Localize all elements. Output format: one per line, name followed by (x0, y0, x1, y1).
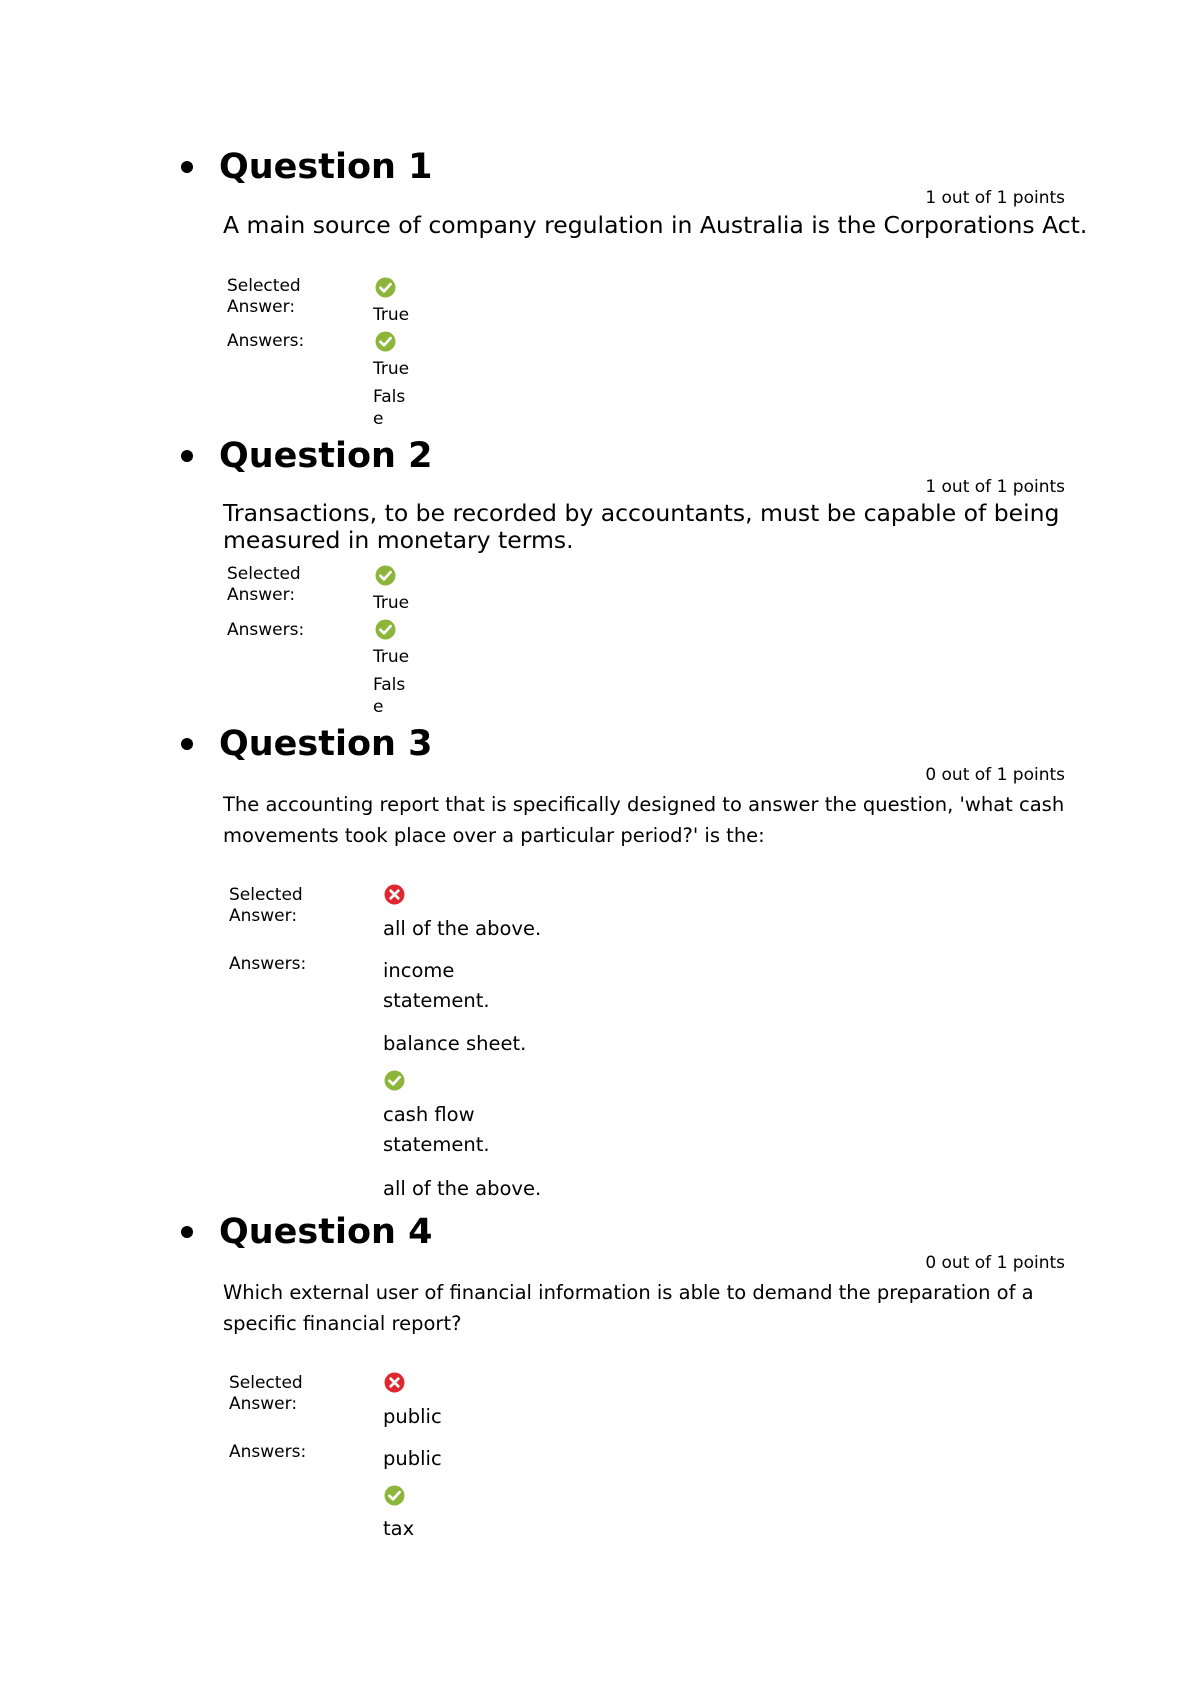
check-circle-icon (384, 1485, 405, 1506)
selected-label-line-2: Answer: (227, 585, 296, 605)
question-2-answer-option: True (373, 647, 410, 667)
question-2-answer-option: Fals (373, 675, 406, 695)
question-1-selected-label (227, 276, 337, 318)
question-4-selected-answer: public (383, 1405, 442, 1428)
question-2-answer-option: e (373, 697, 384, 717)
x-circle-icon (384, 884, 405, 905)
selected-label-line-1: Selected (227, 564, 301, 584)
bullet-icon (181, 161, 193, 173)
question-3-answer-option: income (383, 959, 455, 982)
question-2-answers-label: Answers: (227, 620, 305, 640)
question-1-answer-option: Fals (373, 387, 406, 407)
selected-label-line-2: Answer: (229, 906, 298, 926)
question-4-text: Which external user of financial information is able to demand the preparation of a specific financial report? (223, 1281, 1034, 1335)
question-3-title: Question 3 (219, 724, 433, 764)
selected-label-line-2: Answer: (229, 1394, 298, 1414)
question-1-selected-answer: True (373, 305, 410, 325)
question-1-answer-option: e (373, 409, 384, 429)
question-4-points: 0 out of 1 points (925, 1253, 1065, 1273)
question-4-answers-label: Answers: (229, 1442, 307, 1462)
check-circle-icon (375, 565, 396, 586)
question-4-selected-label (229, 1373, 339, 1415)
question-2-text: Transactions, to be recorded by accountants, must be capable of being measured in monetary terms. (223, 499, 1060, 554)
question-1-points: 1 out of 1 points (925, 188, 1065, 208)
question-3-selected-label (229, 885, 339, 927)
question-1-title: Question 1 (219, 147, 433, 187)
question-3-answer-option: cash flow (383, 1103, 475, 1126)
check-circle-icon (375, 619, 396, 640)
question-4-answer-option: tax (383, 1517, 415, 1540)
selected-label-line-1: Selected (229, 885, 303, 905)
question-3-answer-option: statement. (383, 1133, 490, 1156)
bullet-icon (181, 738, 193, 750)
question-1-answers-label: Answers: (227, 331, 305, 351)
selected-label-line-1: Selected (229, 1373, 303, 1393)
question-2-title: Question 2 (219, 436, 433, 476)
x-circle-icon (384, 1372, 405, 1393)
check-circle-icon (375, 331, 396, 352)
question-1-text: A main source of company regulation in Australia is the Corporations Act. (223, 211, 1088, 239)
question-4-title: Question 4 (219, 1212, 433, 1252)
question-3-points: 0 out of 1 points (925, 765, 1065, 785)
question-3-selected-answer: all of the above. (383, 917, 542, 940)
question-2-selected-label (227, 564, 337, 606)
selected-label-line-2: Answer: (227, 297, 296, 317)
question-2-points: 1 out of 1 points (925, 477, 1065, 497)
check-circle-icon (384, 1070, 405, 1091)
question-3-answer-option: all of the above. (383, 1177, 542, 1200)
question-2-selected-answer: True (373, 593, 410, 613)
bullet-icon (181, 450, 193, 462)
question-1-answer-option: True (373, 359, 410, 379)
question-3-answer-option: balance sheet. (383, 1032, 527, 1055)
selected-label-line-1: Selected (227, 276, 301, 296)
check-circle-icon (375, 277, 396, 298)
question-4-answer-option: public (383, 1447, 442, 1470)
bullet-icon (181, 1226, 193, 1238)
question-3-answers-label: Answers: (229, 954, 307, 974)
question-3-text: The accounting report that is specifically designed to answer the question, 'what cash movements took place over a particular period?' is the: (223, 793, 1065, 847)
question-3-answer-option: statement. (383, 989, 490, 1012)
